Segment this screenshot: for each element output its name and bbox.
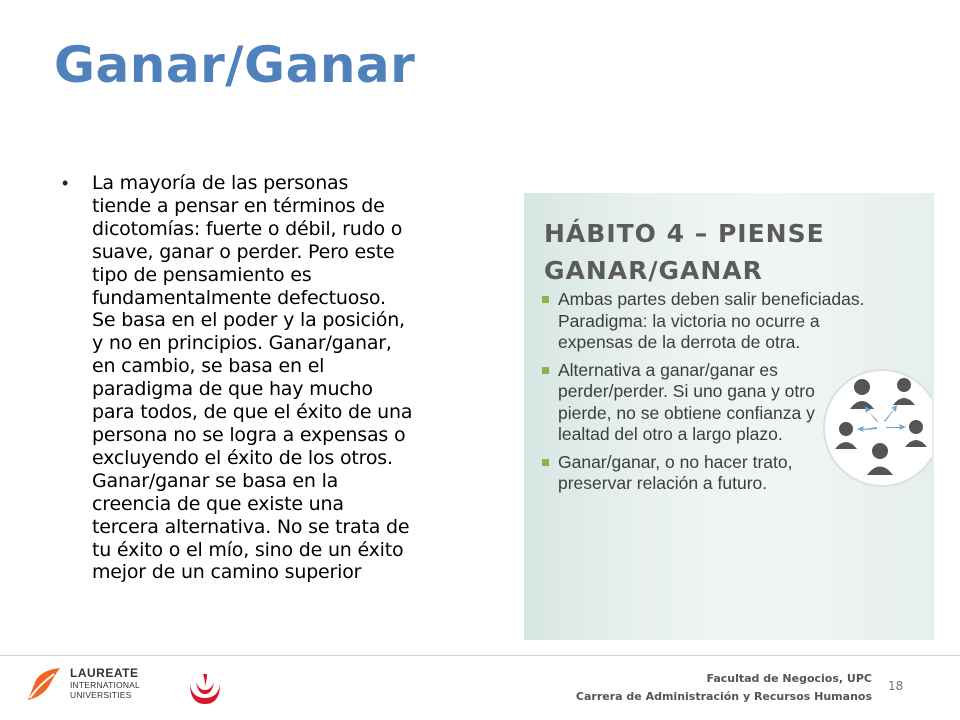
- laureate-leaf-icon: [26, 666, 62, 702]
- green-square-icon: [542, 296, 549, 303]
- green-square-icon: [542, 459, 549, 466]
- footer-faculty: Facultad de Negocios, UPC: [706, 672, 872, 685]
- page-number: 18: [888, 679, 904, 693]
- habit-image: [524, 193, 934, 640]
- footer-divider: [0, 655, 960, 656]
- habit-item-text: Alternativa a ganar/ganar es perder/perder. Si uno gana y otro pierde, no se obtiene confianza y lealtad del otro a largo plazo.: [558, 359, 815, 444]
- habit-item: [540, 360, 870, 446]
- habit-item: [540, 452, 870, 495]
- laureate-line3: UNIVERSITIES: [70, 690, 132, 700]
- upc-logo-icon: [184, 670, 226, 710]
- habit-list: [540, 289, 870, 501]
- slide-title: Ganar/Ganar: [54, 36, 416, 94]
- green-square-icon: [542, 367, 549, 374]
- body-paragraph: La mayoría de las personas tiende a pensar en términos de dicotomías: fuerte o débil, rudo o suave, ganar o perder. Pero este tipo de pensamiento es fundamentalmente defectuoso. Se basa en el poder y la posición, y no en principios. Ganar/ganar, en cambio, se basa en el paradigma de que hay mucho para todos, de que el éxito de una persona no se logra a expensas o excluyendo el éxito de los otros. Ganar/ganar se basa en la creencia de que existe una tercera alternativa. No se trata de tu éxito o el mío, sino de un éxito mejor de un camino superior: [92, 172, 413, 584]
- habit-title: [544, 215, 825, 289]
- habit-title-line1: HÁBITO 4 – PIENSE: [544, 219, 825, 248]
- laureate-wordmark: [70, 666, 140, 700]
- footer-career: Carrera de Administración y Recursos Humanos: [575, 690, 872, 703]
- body-content: [62, 172, 482, 584]
- bullet-point: •: [62, 173, 69, 193]
- footer-info: [576, 670, 872, 706]
- habit-item-text: Ganar/ganar, o no hacer trato, preservar relación a futuro.: [558, 451, 793, 493]
- people-network-icon: [822, 363, 932, 493]
- laureate-logo: [26, 666, 140, 702]
- habit-title-line2: GANAR/GANAR: [544, 256, 763, 285]
- laureate-line2: INTERNATIONAL: [70, 680, 140, 690]
- laureate-line1: LAUREATE: [70, 666, 139, 680]
- habit-item-text: Ambas partes deben salir beneficiadas. Paradigma: la victoria no ocurre a expensas de la derrota de otra.: [558, 289, 865, 352]
- habit-item: [540, 289, 870, 354]
